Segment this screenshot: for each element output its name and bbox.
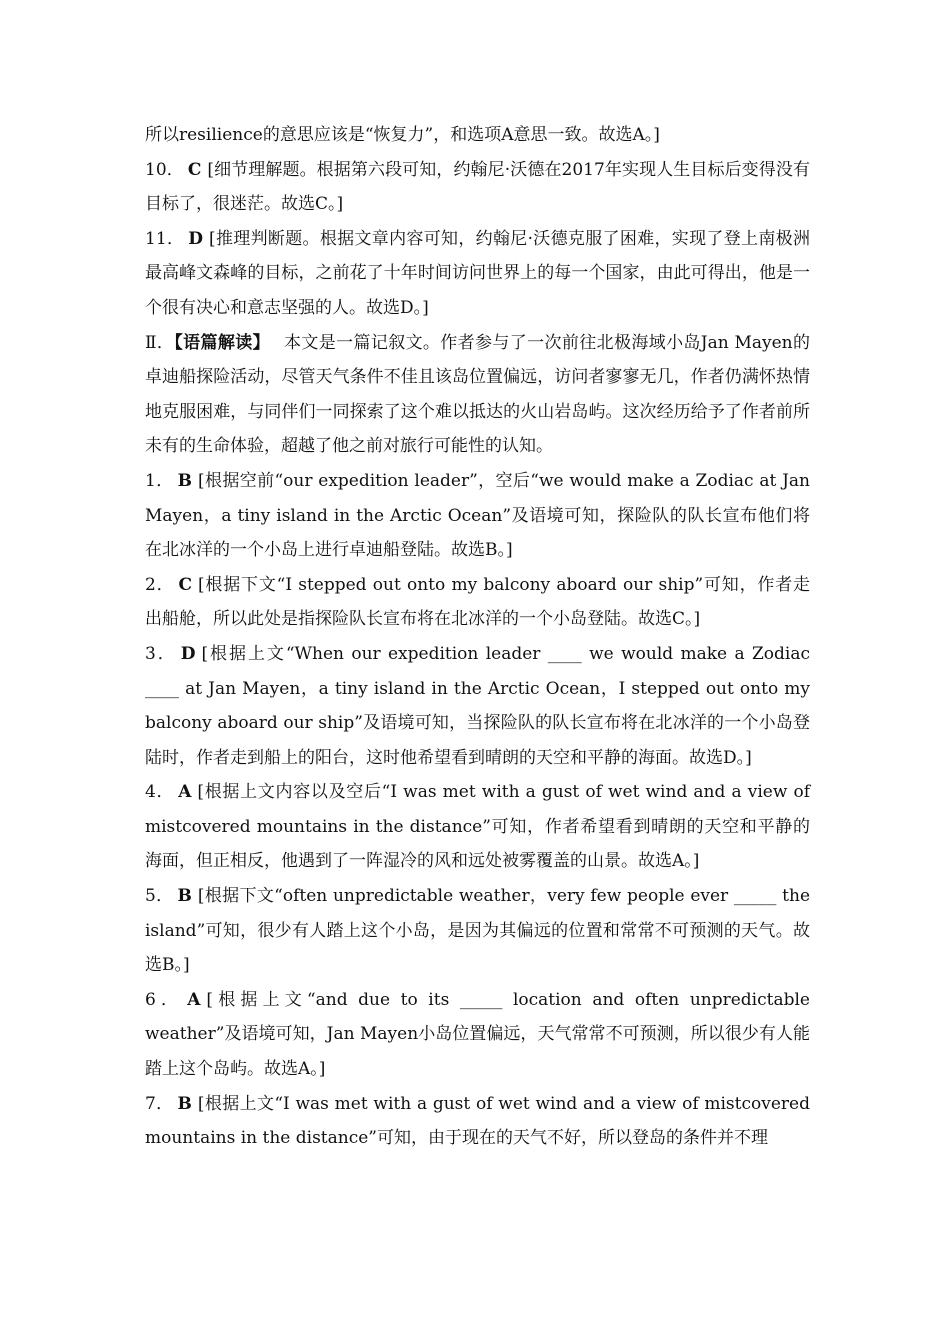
answer-item-2 <box>145 568 810 637</box>
explanation-text: [根据上文“When our expedition leader ____ we would make a Zodiac ____ at Jan Mayen，a tiny island in the Arctic Ocean，I stepped out onto my balcony aboard our ship”及语境可知，当探险队的队长宣布将在北冰洋的一个小岛登陆时，作者走到船上的阳台，这时他希望看到晴朗的天空和平静的海面。故选D。] <box>145 643 810 768</box>
item-number: 4． <box>145 782 175 803</box>
answer-letter: B <box>177 470 192 491</box>
section-ii-discourse-analysis <box>145 326 810 464</box>
item-number: 11． <box>145 228 185 249</box>
item-number: 2． <box>145 574 175 595</box>
explanation-text: [根据上文“and due to its _____ location and often unpredictable weather”及语境可知，Jan Mayen小岛位置偏远，天气常常不可预测，所以很少有人能踏上这个岛屿。故选A。] <box>145 989 810 1080</box>
answer-item-1 <box>145 464 810 568</box>
answer-letter: A <box>187 989 201 1010</box>
answer-letter: C <box>187 159 202 180</box>
section-heading: 【语篇解读】 <box>174 332 270 353</box>
answer-item-10 <box>145 153 810 222</box>
explanation-text: [根据上文“I was met with a gust of wet wind and a view of mistcovered mountains in the distance”可知，由于现在的天气不好，所以登岛的条件并不理 <box>145 1093 810 1149</box>
answer-item-7 <box>145 1087 810 1156</box>
item-number: 10． <box>145 159 184 180</box>
paragraph-text: 所以resilience的意思应该是“恢复力”，和选项A意思一致。故选A。] <box>145 125 660 145</box>
answer-document <box>145 118 810 1156</box>
answer-item-6 <box>145 983 810 1087</box>
answer-item-5 <box>145 879 810 983</box>
explanation-text: [细节理解题。根据第六段可知，约翰尼·沃德在2017年实现人生目标后变得没有目标了，很迷茫。故选C。] <box>145 159 810 215</box>
answer-letter: B <box>177 886 192 907</box>
explanation-text: [根据上文内容以及空后“I was met with a gust of wet wind and a view of mistcovered mountains in the distance”可知，作者希望看到晴朗的天空和平静的海面，但正相反，他遇到了一阵湿冷的风和远处被雾覆盖的山景。故选A。] <box>145 782 810 872</box>
answer-letter: D <box>188 228 204 249</box>
answer-item-4 <box>145 775 810 879</box>
explanation-text: [根据下文“I stepped out onto my balcony aboard our ship”可知，作者走出船舱，所以此处是指探险队长宣布将在北冰洋的一个小岛登陆。故选C。] <box>145 574 810 630</box>
explanation-text: [根据空前“our expedition leader”，空后“we would make a Zodiac at Jan Mayen，a tiny island in the Arctic Ocean”及语境可知，探险队的队长宣布他们将在北冰洋的一个小岛上进行卓迪船登陆。故选B。] <box>145 470 810 561</box>
answer-letter: C <box>178 574 192 595</box>
answer-letter: D <box>180 643 196 664</box>
section-number: Ⅱ． <box>145 332 175 353</box>
item-number: 3． <box>145 643 177 664</box>
answer-letter: A <box>178 782 192 803</box>
paragraph-continuation <box>145 118 810 153</box>
item-number: 7． <box>145 1093 174 1114</box>
section-summary-text: 本文是一篇记叙文。作者参与了一次前往北极海域小岛Jan Mayen的卓迪船探险活动，尽管天气条件不佳且该岛位置偏远，访问者寥寥无几，作者仍满怀热情地克服困难，与同伴们一同探索了这个难以抵达的火山岩岛屿。这次经历给予了作者前所未有的生命体验，超越了他之前对旅行可能性的认知。 <box>145 332 810 457</box>
explanation-text: [推理判断题。根据文章内容可知，约翰尼·沃德克服了困难，实现了登上南极洲最高峰文森峰的目标，之前花了十年时间访问世界上的每一个国家，由此可得出，他是一个很有决心和意志坚强的人。故选D。] <box>145 228 810 318</box>
answer-item-3 <box>145 637 810 775</box>
explanation-text: [根据下文“often unpredictable weather，very few people ever _____ the island”可知，很少有人踏上这个小岛，是因为其偏远的位置和常常不可预测的天气。故选B。] <box>145 886 810 976</box>
answer-letter: B <box>177 1093 192 1114</box>
item-number: 1． <box>145 470 174 491</box>
item-number: 6． <box>145 989 184 1010</box>
item-number: 5． <box>145 886 174 907</box>
answer-item-11 <box>145 222 810 326</box>
